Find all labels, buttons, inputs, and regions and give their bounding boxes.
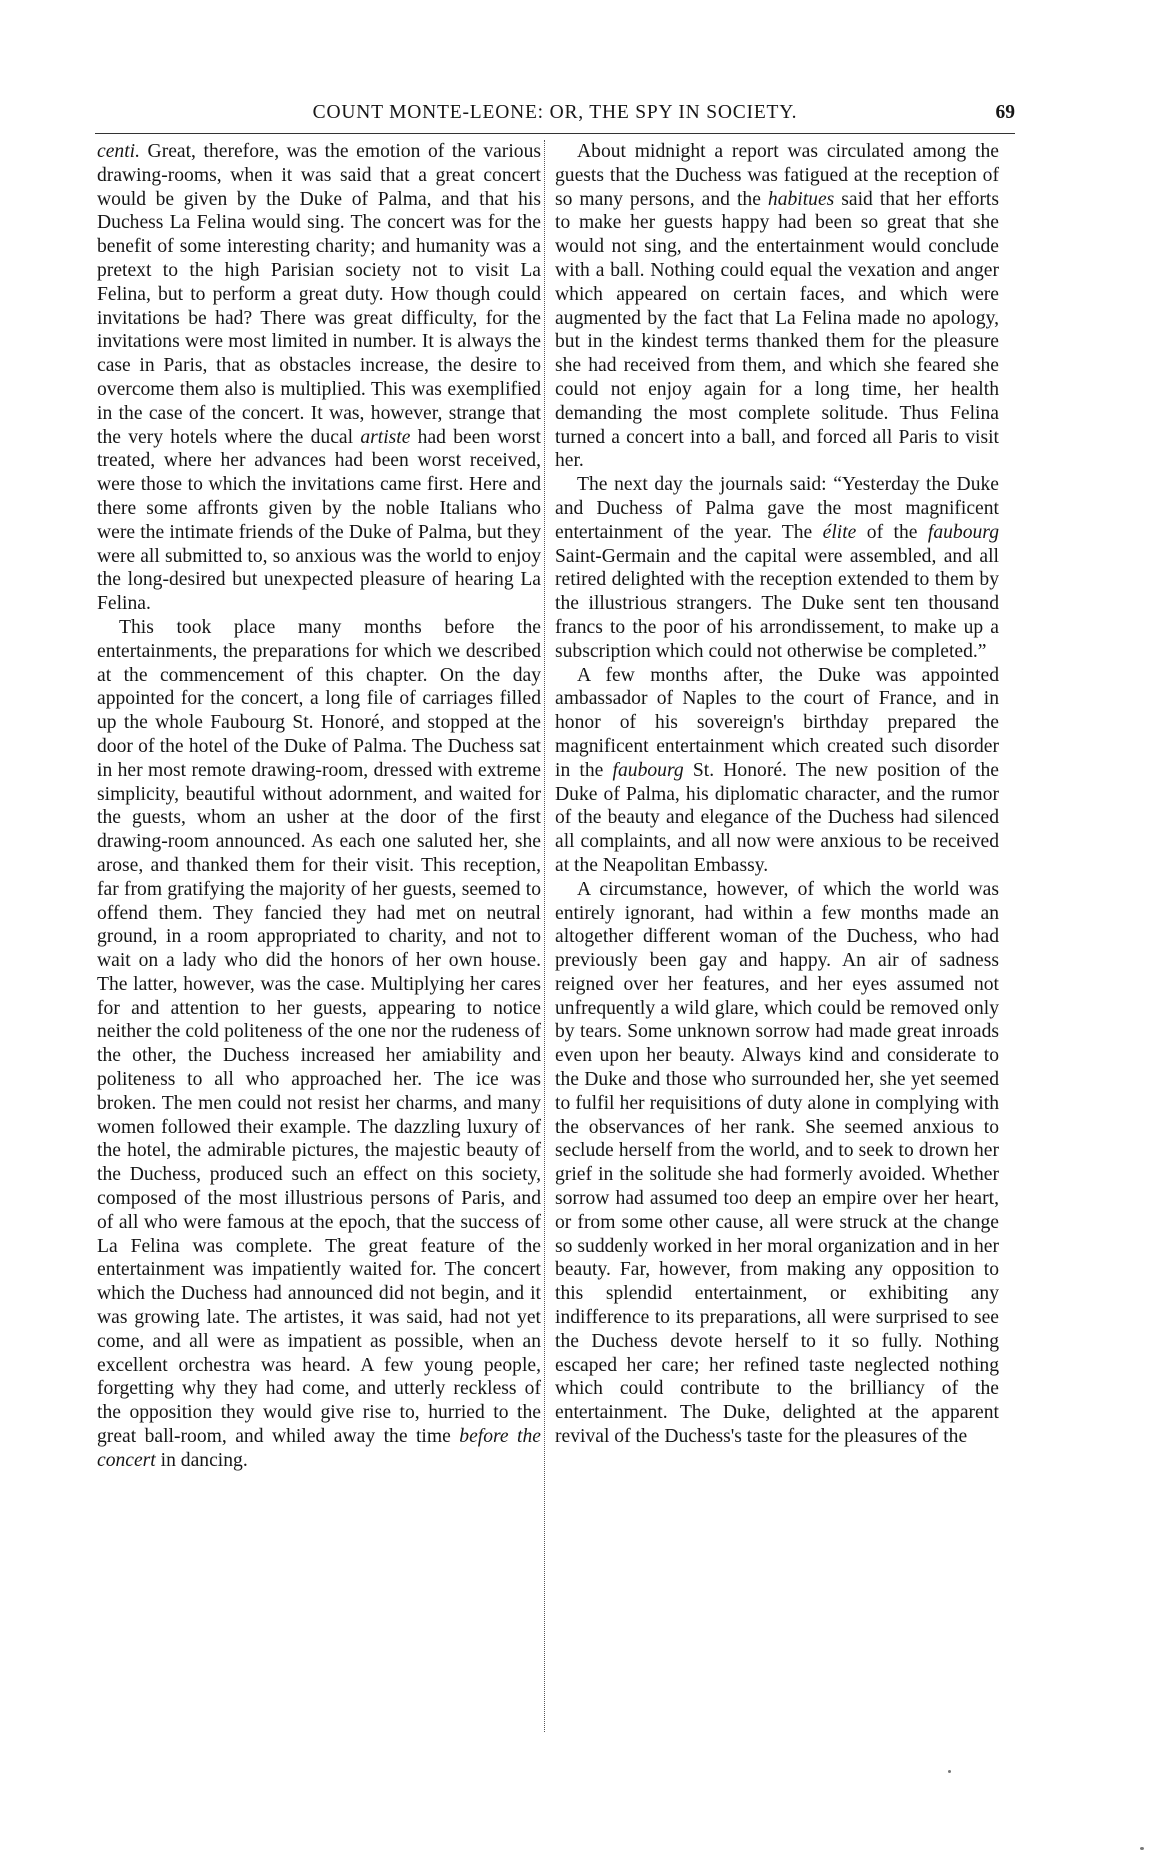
paragraph-text: Great, therefore, was the emotion of the various drawing-rooms, when it was said that a great concert would be given by the Duke of Palma, and that his Duchess La Felina would sing. The concert was for the benefit of some interesting charity; and humanity was a pretext to the high Parisian society not to visit La Felina, but to perform a great duty. How though could invitations be had? There was great difficulty, for the invitations were most limited in number. It is always the case in Paris, that as obstacles increase, the desire to overcome them also is multiplied. This was exemplified in the case of the concert. It was, however, strange that the very hotels where the ducal [97, 141, 541, 448]
print-speck [948, 1770, 951, 1773]
italic-text: artiste [360, 426, 411, 448]
paragraph-text: St. Honoré. The new position of the Duke of Palma, his diplomatic character, and the rumor of the beauty and elegance of the Duchess had silenced all complaints, and all now were anxious to be received at the Neapolitan Embassy. [555, 759, 999, 876]
column-divider [544, 140, 545, 1732]
italic-text: habitues [767, 188, 835, 210]
italic-text: faubourg [612, 759, 684, 781]
paragraph-text: had been worst treated, where her advances had been worst received, were those to which the invitations came first. Here and there some affronts given by the noble Italians who were the intimate friends of the Duke of Palma, but they were all submitted to, so anxious was the world to enjoy the long-desired but unexpected pleasure of hearing La Felina. [97, 426, 541, 615]
italic-text: élite [822, 521, 857, 543]
italic-text: before the concert [97, 1426, 541, 1471]
paragraph [555, 878, 999, 1449]
running-title: COUNT MONTE-LEONE: OR, THE SPY IN SOCIETY. [312, 102, 798, 123]
paragraph-text: A circumstance, however, of which the world was entirely ignorant, had within a few months made an altogether different woman of the Duchess, who had previously been gay and happy. An air of sadness reigned over her features, and her eyes assumed not unfrequently a wild glare, which could be removed only by tears. Some unknown sorrow had made great inroads even upon her beauty. Always kind and considerate to the Duke and those who surrounded her, she yet seemed to fulfil her requisitions of duty alone in complying with the observances of her rank. She seemed anxious to seclude herself from the world, and to seek to drown her grief in the solitude she had formerly avoided. Whether sorrow had assumed too deep an empire over her heart, or from some other cause, all were struck at the change so suddenly worked in her moral organization and in her beauty. Far, however, from making any opposition to this splendid entertainment, or exhibiting any indifference to its preparations, all were surprised to see the Duchess devote herself to it so fully. Nothing escaped her care; her refined taste neglected nothing which could contribute to the brilliancy of the entertainment. The Duke, delighted at the apparent revival of the Duchess's taste for the pleasures of the [555, 878, 999, 1448]
right-column [555, 140, 999, 1449]
paragraph-text: of the [856, 521, 928, 543]
paragraph [97, 616, 541, 1473]
header-rule [95, 133, 1015, 134]
page-number: 69 [995, 102, 1015, 123]
paragraph-text: This took place many months before the entertainments, the preparations for which we described at the commencement of this chapter. On the day appointed for the concert, a long file of carriages filled up the whole Faubourg St. Honoré, and stopped at the door of the hotel of the Duke of Palma. The Duchess sat in her most remote drawing-room, dressed with extreme simplicity, beautiful without adornment, and waited for the guests, whom an usher at the door of the first drawing-room announced. As each one saluted her, she arose, and thanked them for their visit. This reception, far from gratifying the majority of her guests, seemed to offend them. They fancied they had met on neutral ground, in a room appropriated to charity, and not to wait on a lady who did the honors of her own house. The latter, however, was the case. Multiplying her cares for and attention to her guests, appearing to notice neither the cold politeness of the one nor the rudeness of the other, the Duchess increased her amiability and politeness to all who approached her. The ice was broken. The men could not resist her charms, and many women followed their example. The dazzling luxury of the hotel, the admirable pictures, the majestic beauty of the Duchess, produced such an effect on this society, composed of the most illustrious persons of Paris, and of all who were famous at the epoch, that the success of La Felina was complete. The great feature of the entertainment was impatiently waited for. The concert which the Duchess had announced did not begin, and it was growing late. The artistes, it was said, had not yet come, and all were as impatient as possible, when an excellent orchestra was heard. A few young people, forgetting why they had come, and utterly reckless of the opposition they would give rise to, hurried to the great ball-room, and whiled away the time [97, 616, 541, 1448]
paragraph [97, 140, 541, 616]
paragraph-text: A few months after, the Duke was appointed ambassador of Naples to the court of France, and in honor of his sovereign's birthday prepared the magnificent entertainment which created such disorder in the [555, 664, 999, 781]
left-column [97, 140, 541, 1473]
paragraph-text: in dancing. [155, 1449, 248, 1471]
paragraph [555, 664, 999, 878]
running-head [95, 102, 1015, 128]
italic-text: centi. [97, 141, 140, 162]
paragraph-text: Saint-Germain and the capital were assembled, and all retired delighted with the reception extended to them by the illustrious strangers. The Duke sent ten thousand francs to the poor of his arrondissement, to make up a subscription which could not otherwise be completed.” [555, 545, 999, 662]
paragraph-text: The next day the journals said: “Yesterday the Duke and Duchess of Palma gave the most magnificent entertainment of the year. The [555, 474, 999, 543]
paragraph [555, 140, 999, 473]
paragraph [555, 473, 999, 663]
italic-text: faubourg [927, 521, 999, 543]
paragraph-text: said that her efforts to make her guests happy had been so great that she would not sing, and the entertainment would conclude with a ball. Nothing could equal the vexation and anger which appeared on certain faces, and which were augmented by the fact that La Felina made no apology, but in the kindest terms thanked them for the pleasure she had received from them, and which she feared she could not enjoy again for a long time, her health demanding the most complete solitude. Thus Felina turned a concert into a ball, and forced all Paris to visit her. [555, 188, 999, 472]
paragraph-text: About midnight a report was circulated among the guests that the Duchess was fatigued at the reception of so many persons, and the [555, 141, 999, 210]
